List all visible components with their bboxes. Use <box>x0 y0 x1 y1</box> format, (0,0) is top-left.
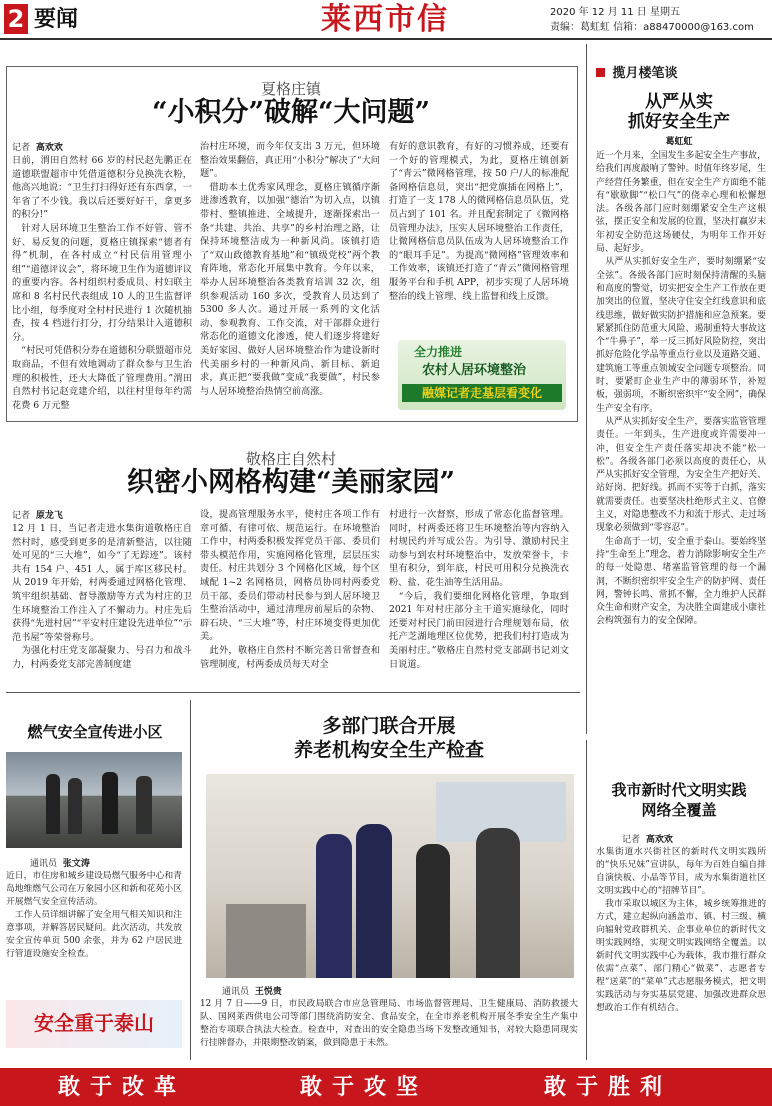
story2-headline: 织密小网格构建“美丽家园” <box>126 467 456 498</box>
slogan-2: 敢于攻坚 <box>300 1074 429 1100</box>
date-line: 2020 年 12 月 11 日 星期五 <box>550 7 680 18</box>
civ-headline2: 网络全覆盖 <box>641 801 717 819</box>
editor-line: 责编：葛虹虹 信箱：a88470000@163.com <box>550 22 754 33</box>
gas-headline: 燃气安全宣传进小区 <box>27 723 163 741</box>
elder-body: 12 月 7 日——9 日，市民政局联合市应急管理局、市场监督管理局、卫生健康局、消防救援大队、国网莱西供电公司等部门围绕消防安全、食品安全，在全市养老机构开展冬季安全生产集中整治专项联合执法大检查。检查中，对查出的安全隐患当场下发整改通知书，对较大隐患同现实行挂牌督办，并限期整改销案，做到隐患于未然。 <box>200 999 578 1048</box>
photo-person-icon <box>316 834 352 978</box>
square-icon <box>596 68 605 77</box>
story1-col3: 有好的意识教育，有好的习惯养成，还要有一个好的管理模式，为此，夏格庄镇创新了“青云”微网格管理，按 50 户/人的标准配备网格信息员，突出“把党旗插在网格上”，打造了一支 178 人的微网格信息员队伍，党员占到了 101 名。并且配套制定了《微网格员管理办法》，压实人居环境整治工作责任，让微网格信息员队伍成为人居环境整治工作的“眼耳手足”。为提高“微网格”管理效率和工作效率，该镇还打造了“青云”微网格管理服务平台和手机 APP，初步实现了人居环境整治的线上管理、线上监督和线上反馈。 <box>389 141 569 302</box>
reporter-name: 原龙飞 <box>35 511 63 521</box>
gas-body: 近日，市住房和城乡建设局燃气服务中心和青岛地维燃气公司在万象园小区和新和花苑小区开展燃气安全宣传活动。 工作人员详细讲解了安全用气相关知识和注意事项，并解答居民疑问。此次活动，共发放安全宣传单页 500 余张，并为 62 户居民进行管道设施安全检查。 <box>6 871 182 959</box>
column-header-label: 揽月楼笔谈 <box>612 66 678 81</box>
reporter-name: 高欢欢 <box>645 835 673 845</box>
gas-photo <box>6 752 182 848</box>
story1-col1: 日前，渭田自然村 66 岁的村民赵先鹏正在道德联盟超市中凭借道德积分兑换洗衣粉，他高兴地说：“卫生打扫得好还有东西拿，一年省了不少钱。我以后还要好好干，拿更多的积分!” 针对人居环境卫生整治工作不好管、管不好、易反复的问题，夏格庄镇探索“德者有得”机制，在各村成立“村民信用管理小组”“道德评议会”，将环境卫生作为道德评议的重要内容。各村组织村委成员、村妇联主席和 8 名村民代表组成 10 人的卫生监督评比小组，每季度对全村村民进行 1 次随机抽查，按 4 档进行打分，打分结果计入道德积分。 “村民可凭借积分券在道德积分联盟超市兑取商品，不但有效地调动了群众参与卫生治理的积极性，还大大降低了管理费用。”渭田自然村书记赵竞建介绍，以往村里每年约需花费 6 万元整 <box>12 155 192 411</box>
photo-person-icon <box>416 844 450 978</box>
reporter-name: 张文涛 <box>62 859 90 869</box>
column-header <box>596 66 678 82</box>
reporter-label: 通讯员 <box>30 859 58 869</box>
header-rule <box>0 38 772 40</box>
reporter-label: 通讯员 <box>222 987 250 997</box>
elder-photo <box>206 774 574 978</box>
photo-person-icon <box>102 772 118 834</box>
reporter-label: 记者 <box>12 143 31 153</box>
banner-line3: 融媒记者走基层看变化 <box>402 384 562 402</box>
gas-byline <box>30 856 90 869</box>
slogan-1: 敢于改革 <box>58 1074 187 1100</box>
story2-col3: 村进行一次督察，形成了常态化监督管理。同时，村两委还将卫生环境整治等内容纳入村规民约并写成公告。为引导、激励村民主动参与到农村环境整治中，发放荣誉卡，卡里有积分，到年底，村民可用积分兑换洗衣粉、盐、花生油等生活用品。 “今后，我们要细化网格化管理，争取到 2021 年对村庄部分主干道实施绿化，同时还要对村民门前田园进行合理规划布局，依托产芝湖地理区位优势，把我们村打造成为美丽村庄。”敬格庄自然村党支部副书记刘文日说道。 <box>389 509 569 670</box>
story1-headline: “小积分”破解“大问题” <box>151 97 431 128</box>
slogan-3: 敢于胜利 <box>544 1074 673 1100</box>
column-title2: 抓好安全生产 <box>628 112 730 132</box>
banner-line2: 农村人居环境整治 <box>422 363 527 378</box>
story1-byline <box>12 140 63 153</box>
page-number-box: 2 <box>4 4 28 34</box>
story2-col1: 12 月 1 日，当记者走进水集街道敬格庄自然村时，感受到更多的是清新整洁，以往随处可见的“三大堆”，如今“了无踪迹”。该村共有 154 户、451 人，属于库区移民村。从 2019 年开始，村两委通过网格化管理、筑牢组织基础、督导激励等方式为村庄的卫生环境整治工作注入了不懈动力。村庄先后获得“先进村居”“平安村庄建设先进单位”“示范书屋”等荣誉称号。 为强化村庄党支部凝聚力、号召力和战斗力，村两委党支部完善制度建 <box>12 523 192 670</box>
story2-byline <box>12 508 63 521</box>
civ-headline1: 我市新时代文明实践 <box>611 781 747 799</box>
photo-person-icon <box>46 774 60 834</box>
reporter-name: 王悦贵 <box>254 987 282 997</box>
photo-person-icon <box>356 824 392 978</box>
photo-person-icon <box>476 828 520 978</box>
right-col-rule <box>586 44 587 734</box>
footer-banner <box>0 1068 772 1106</box>
column-title1: 从严从实 <box>645 92 713 112</box>
story1-kicker: 夏格庄镇 <box>260 80 321 98</box>
civ-body: 水集街道水兴街社区的新时代文明实践所的“快乐兄妹”宣讲队，每年为百姓自编自排自演快板、小品等节目，成为水集街道社区文明实践中心的“招牌节目”。 我市采取以城区为主体，城乡统筹推进的方式，建立起纵向涵盖市、镇、村三级、横向辐射党政群机关、企事业单位的新时代文明实践网络，实现文明实践网络全覆盖。以新时代文明实践中心为载体，我市推行群众依需“点菜”、部门精心“做菜”、志愿者专程“送菜”的“菜单”式志愿服务模式，把文明实践活动与夯实基层党建、加强改进群众思想政治工作有机结合。 <box>596 847 766 1013</box>
civ-byline <box>622 832 673 845</box>
column-author: 葛虹虹 <box>665 137 693 147</box>
reporter-label: 记者 <box>622 835 641 845</box>
reporter-label: 记者 <box>12 511 31 521</box>
section-name: 要闻 <box>34 7 79 32</box>
photo-table <box>226 904 306 978</box>
bottom-left-rule <box>190 700 191 1060</box>
elder-byline <box>222 984 282 997</box>
story2-kicker: 敬格庄自然村 <box>245 450 336 468</box>
story1-col2: 治村庄环境，而今年仅支出 3 万元，但环境整治效果翻倍，真正用“小积分”解决了“大问题”。 借助本土优秀家风理念，夏格庄镇循序渐进渗透教育，以加强“德治”为切入点，以镇带村、整镇推进、全域提升，逐渐探索出一条“共建、共治、共享”的乡村治理之路，让保持环境整洁成为一种新风尚。该镇打造了“双山政德教育基地”和“镇级党校”两个教育阵地，常态化开展集中教育。今年以来，举办人居环境整治各类教育培训 32 次，组织参观活动 160 多次，受教育人员达到了 5300 多人次。通过开展一系列的文化活动、参观教育、工作交流，对干部群众进行常态化的道德文化渗透，使人们逐步将建好美好家园、做好人居环境整治作为建设新时代美丽乡村的一种新风尚、新目标、新追求，真正把“要我做”变成“我要做”，村民参与人居环境整治热情空前高涨。 <box>200 141 380 397</box>
masthead: 莱西市信 <box>321 2 449 37</box>
photo-person-icon <box>68 778 82 834</box>
reporter-name: 高欢欢 <box>35 143 63 153</box>
banner-line1: 全力推进 <box>414 345 463 359</box>
campaign-banner <box>398 340 566 410</box>
safety-logo <box>6 1000 182 1048</box>
elder-headline1: 多部门联合开展 <box>322 715 456 737</box>
section-divider <box>6 692 580 693</box>
story2-col2: 设，提高管理服务水平，使村庄各项工作有章可循、有律可依、规范运行。在环境整治工作中，村两委积极发挥党员干部、委员们带头模范作用，实施网格化管理，层层压实责任。村庄共划分 3 个网格化区域，每个区域配 1~2 名网格员，网格员协同村两委党员干部、委员们带动村民参与到人居环境卫生整治活动中，通过清理房前屋后的杂物、辟石块、“三大堆”等，村庄环境变得更加优美。 此外，敬格庄自然村不断完善日常督查和管理制度，村两委成员每天对全 <box>200 509 380 670</box>
photo-person-icon <box>136 776 152 834</box>
safety-logo-text: 安全重于泰山 <box>34 1011 154 1035</box>
bottom-right-rule <box>586 740 587 1060</box>
elder-headline2: 养老机构安全生产检查 <box>293 739 484 761</box>
column-body: 近一个月来，全国发生多起安全生产事故，给我们再度敲响了警钟。时值年终岁尾，生产经营任务繁重，但在安全生产方面绝不能有“歇歇脚”“松口气”的侥幸心理和松懈想法。各级各部门应时刻绷紧安全生产这根弦，摆正安全和发展的位置，坚决打赢岁末年初安全防范这场硬仗，为明年工作开好局、起好步。 从严从实抓好安全生产，要时刻绷紧“安全弦”。各级各部门应时刻保持清醒的头脑和高度的警觉，切实把安全生产工作放在更加突出的位置，坚决守住安全红线意识和底线思维，做好做实防护措施和应急预案。要紧紧抓住防范重大风险、遏制重特大事故这个“牛鼻子”，举一反三抓好风险防控，突出抓好危险化学品等重点行业以及道路交通、建筑施工等重点领域安全问题专项整治。同时，要紧盯企业生产中的薄弱环节，补短板，强弱项，不断织密织牢“安全网”，确保生产安全有序。 从严从实抓好安全生产，要落实监管管理责任。一年到头，生产进度或许需要冲一冲，但安全生产责任落实却决不能“松一松”。各级各部门必须以高度的责任心，从严从实抓好安全管理，为安全生产把好关、站好岗、把好线。抓而不实等于白抓，落实就需要责任。也要坚决杜绝形式主义、官僚主义，对隐患整改不力和流于形式、走过场现象必须做到“零容忍”。 生命高于一切，安全重于泰山。要始终坚持“生命至上”理念，着力消除影响安全生产的每一处隐患、堵塞监管管理的每一个漏洞，不断织密织牢安全生产的防护网、责任网，警钟长鸣、常抓不懈，全力维护人民群众生命和财产安全，为决胜全面建成小康社会构筑强有力的安全保障。 <box>596 151 766 627</box>
